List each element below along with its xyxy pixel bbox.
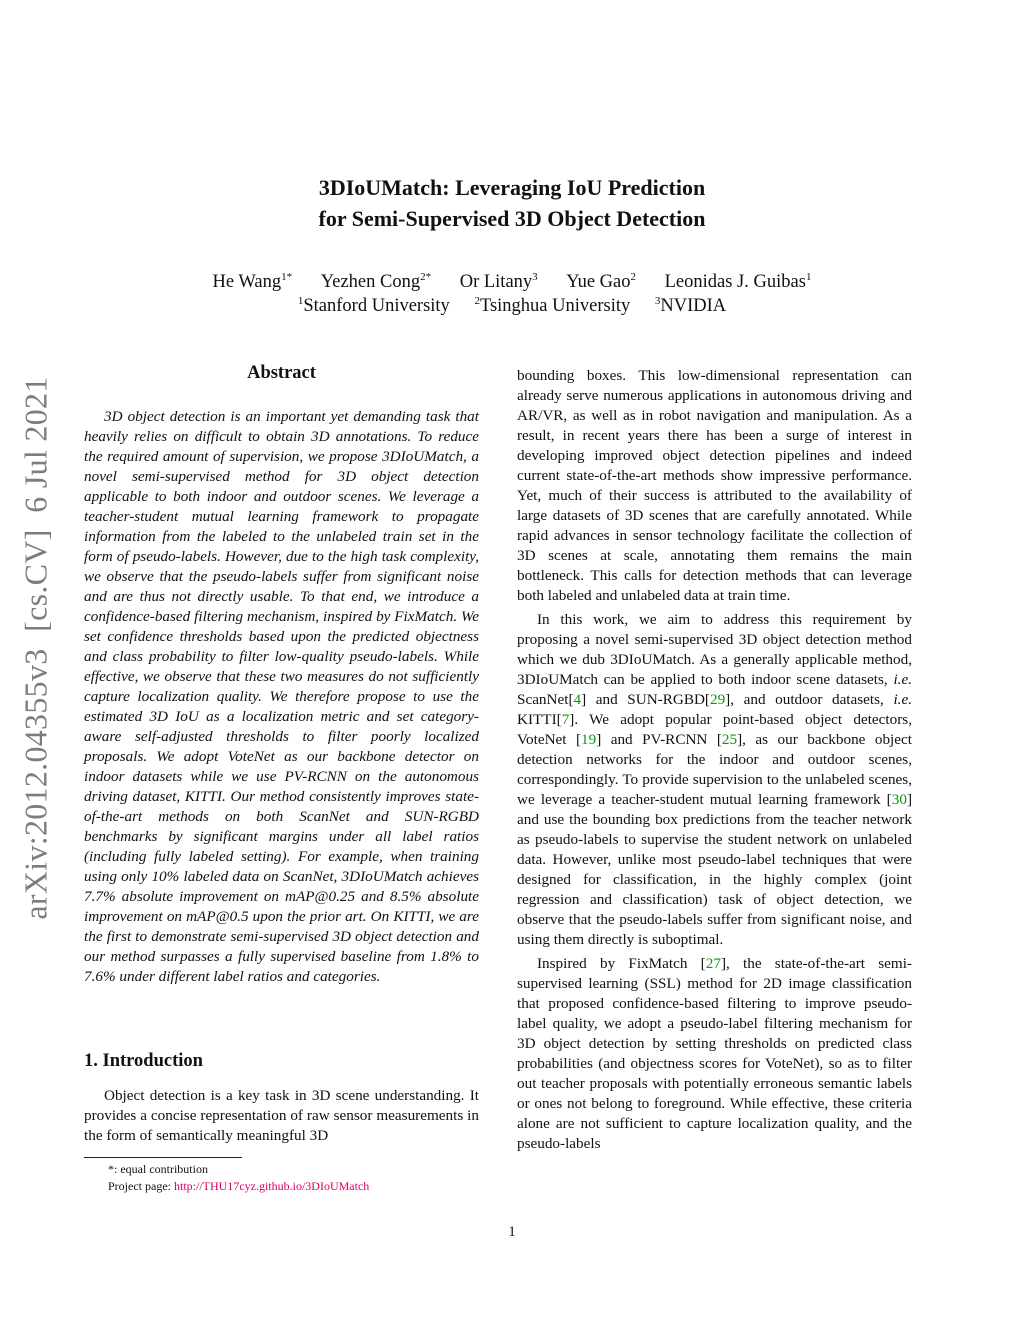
citation-link[interactable]: 27 [705,955,721,972]
intro-paragraph: Object detection is a key task in 3D scene understanding. It provides a concise representation of raw sensor measurements in the form of semantically meaningful 3D [84,1087,479,1144]
paragraph-continuation: bounding boxes. This low-dimensional representation can already serve numerous applications in autonomous driving and AR/VR, as well as in robot navigation and manipulation. As a result, in recent years there has been a surge of interest in developing improved object detection pipelines and indeed current state-of-the-art methods show impressive performance. Yet, much of their success is attributed to the availability of large datasets of 3D scenes that are carefully annotated. While rapid advances in sensor technology facilitate the collection of 3D scenes at scale, annotating them remains the main bottleneck. This calls for detection methods that can leverage both labeled and unlabeled data at train time. [517,367,912,604]
footnote-rule [84,1157,242,1158]
title-line-2: for Semi-Supervised 3D Object Detection [318,206,706,231]
affiliation-list [0,294,1024,318]
right-column [517,366,912,1158]
paragraph-this-work: In this work, we aim to address this requirement by proposing a novel semi-supervised 3D object detection method which we dub 3DIoUMatch. As a generally applicable method, 3DIoUMatch can be applied to both indoor scene datasets, i.e. ScanNet[4] and SUN-RGBD[29], and outdoor datasets, i.e. KITTI[7]. We adopt popular point-based object detectors, VoteNet [19] and PV-RCNN [25], as our backbone object detection networks for the indoor and outdoor scenes, correspondingly. To provide supervision to the unlabeled scenes, we leverage a teacher-student mutual learning framework [30] and use the bounding box predictions from the teacher network as pseudo-labels to supervise the student network on unlabeled data. However, unlike most pseudo-label techniques that were designed for classification, in the highly complex (joint regression and classification) task of object detection, we observe that the pseudo-labels suffer from significant noise, and using them directly is suboptimal. [517,611,913,948]
footnote-project-page [108,1178,369,1194]
section-heading-introduction: 1. Introduction [84,1051,203,1071]
author: Yezhen Cong$^{2*}$ [320,270,432,292]
affiliation: $^3$NVIDIA [654,294,727,316]
citation-link[interactable]: 30 [891,791,907,808]
title-line-1: 3DIoUMatch: Leveraging IoU Prediction [318,175,706,200]
citation-link[interactable]: 25 [721,731,738,748]
citation-link[interactable]: 19 [581,731,597,748]
citation-link[interactable]: 29 [709,691,726,708]
author-list [0,270,1024,294]
abstract-body: 3D object detection is an important yet demanding task that heavily relies on difficult to obtain 3D annotations. To reduce the required amount of supervision, we propose 3DIoUMatch, a novel semi-supervised method for 3D object detection applicable to both indoor and outdoor scenes. We leverage a teacher-student mutual learning framework to propagate information from the labeled to the unlabeled train set in the form of pseudo-labels. However, due to the high task complexity, we observe that the pseudo-labels suffer from significant noise and are thus not directly usable. To that end, we introduce a confidence-based filtering mechanism, inspired by FixMatch. We set confidence thresholds based upon the predicted objectness and class probability to filter low-quality pseudo-labels. While effective, we observe that these two measures do not sufficiently capture localization quality. We therefore propose to use the estimated 3D IoU as a localization metric and set category-aware self-adjusted thresholds to filter poorly localized proposals. We adopt VoteNet as our backbone detector on indoor datasets while we use PV-RCNN on the autonomous driving dataset, KITTI. Our method consistently improves state-of-the-art methods on both ScanNet and SUN-RGBD benchmarks by significant margins under all label ratios (including fully labeled setting). For example, when training using only 10% labeled data on ScanNet, 3DIoUMatch achieves 7.7% absolute improvement on mAP@0.25 and 8.5% absolute improvement on mAP@0.5 upon the prior art. On KITTI, we are the first to demonstrate semi-supervised 3D object detection and our method surpasses a fully supervised baseline from 1.8% to 7.6% under different label ratios and categories. [84,408,479,985]
affiliation: $^2$Tsinghua University [474,294,631,316]
affiliation: $^1$Stanford University [297,294,450,316]
citation-link[interactable]: 4 [573,691,582,708]
author: Yue Gao$^2$ [566,270,636,292]
paragraph-fixmatch: Inspired by FixMatch [27], the state-of-the-art semi-supervised learning (SSL) method for 2D image classification that proposed confidence-based filtering to improve pseudo-label quality, we adopt a pseudo-label filtering mechanism for 3D object detection by setting thresholds on predicted class probabilities (and objectness scores for VoteNet), so as to filter out teacher proposals with potentially erroneous semantic labels or ones not belong to foreground. While effective, these criteria alone are not sufficient to capture localization quality, and the pseudo-labels [517,955,912,1152]
project-page-label: Project page: [108,1179,174,1193]
page-number: 1 [508,1224,516,1240]
paper-title [0,172,1024,234]
author: He Wang$^{1*}$ [212,270,293,292]
footnote-equal-contribution: *: equal contribution [108,1162,208,1176]
citation-link[interactable]: 7 [561,711,570,728]
author: Or Litany$^3$ [459,270,538,292]
abstract-heading: Abstract [247,363,316,383]
project-page-link[interactable]: http://THU17cyz.github.io/3DIoUMatch [173,1179,370,1193]
author: Leonidas J. Guibas$^1$ [664,270,812,292]
arxiv-stamp-text: arXiv:2012.04355v3 [cs.CV] 6 Jul 2021 [17,376,54,920]
